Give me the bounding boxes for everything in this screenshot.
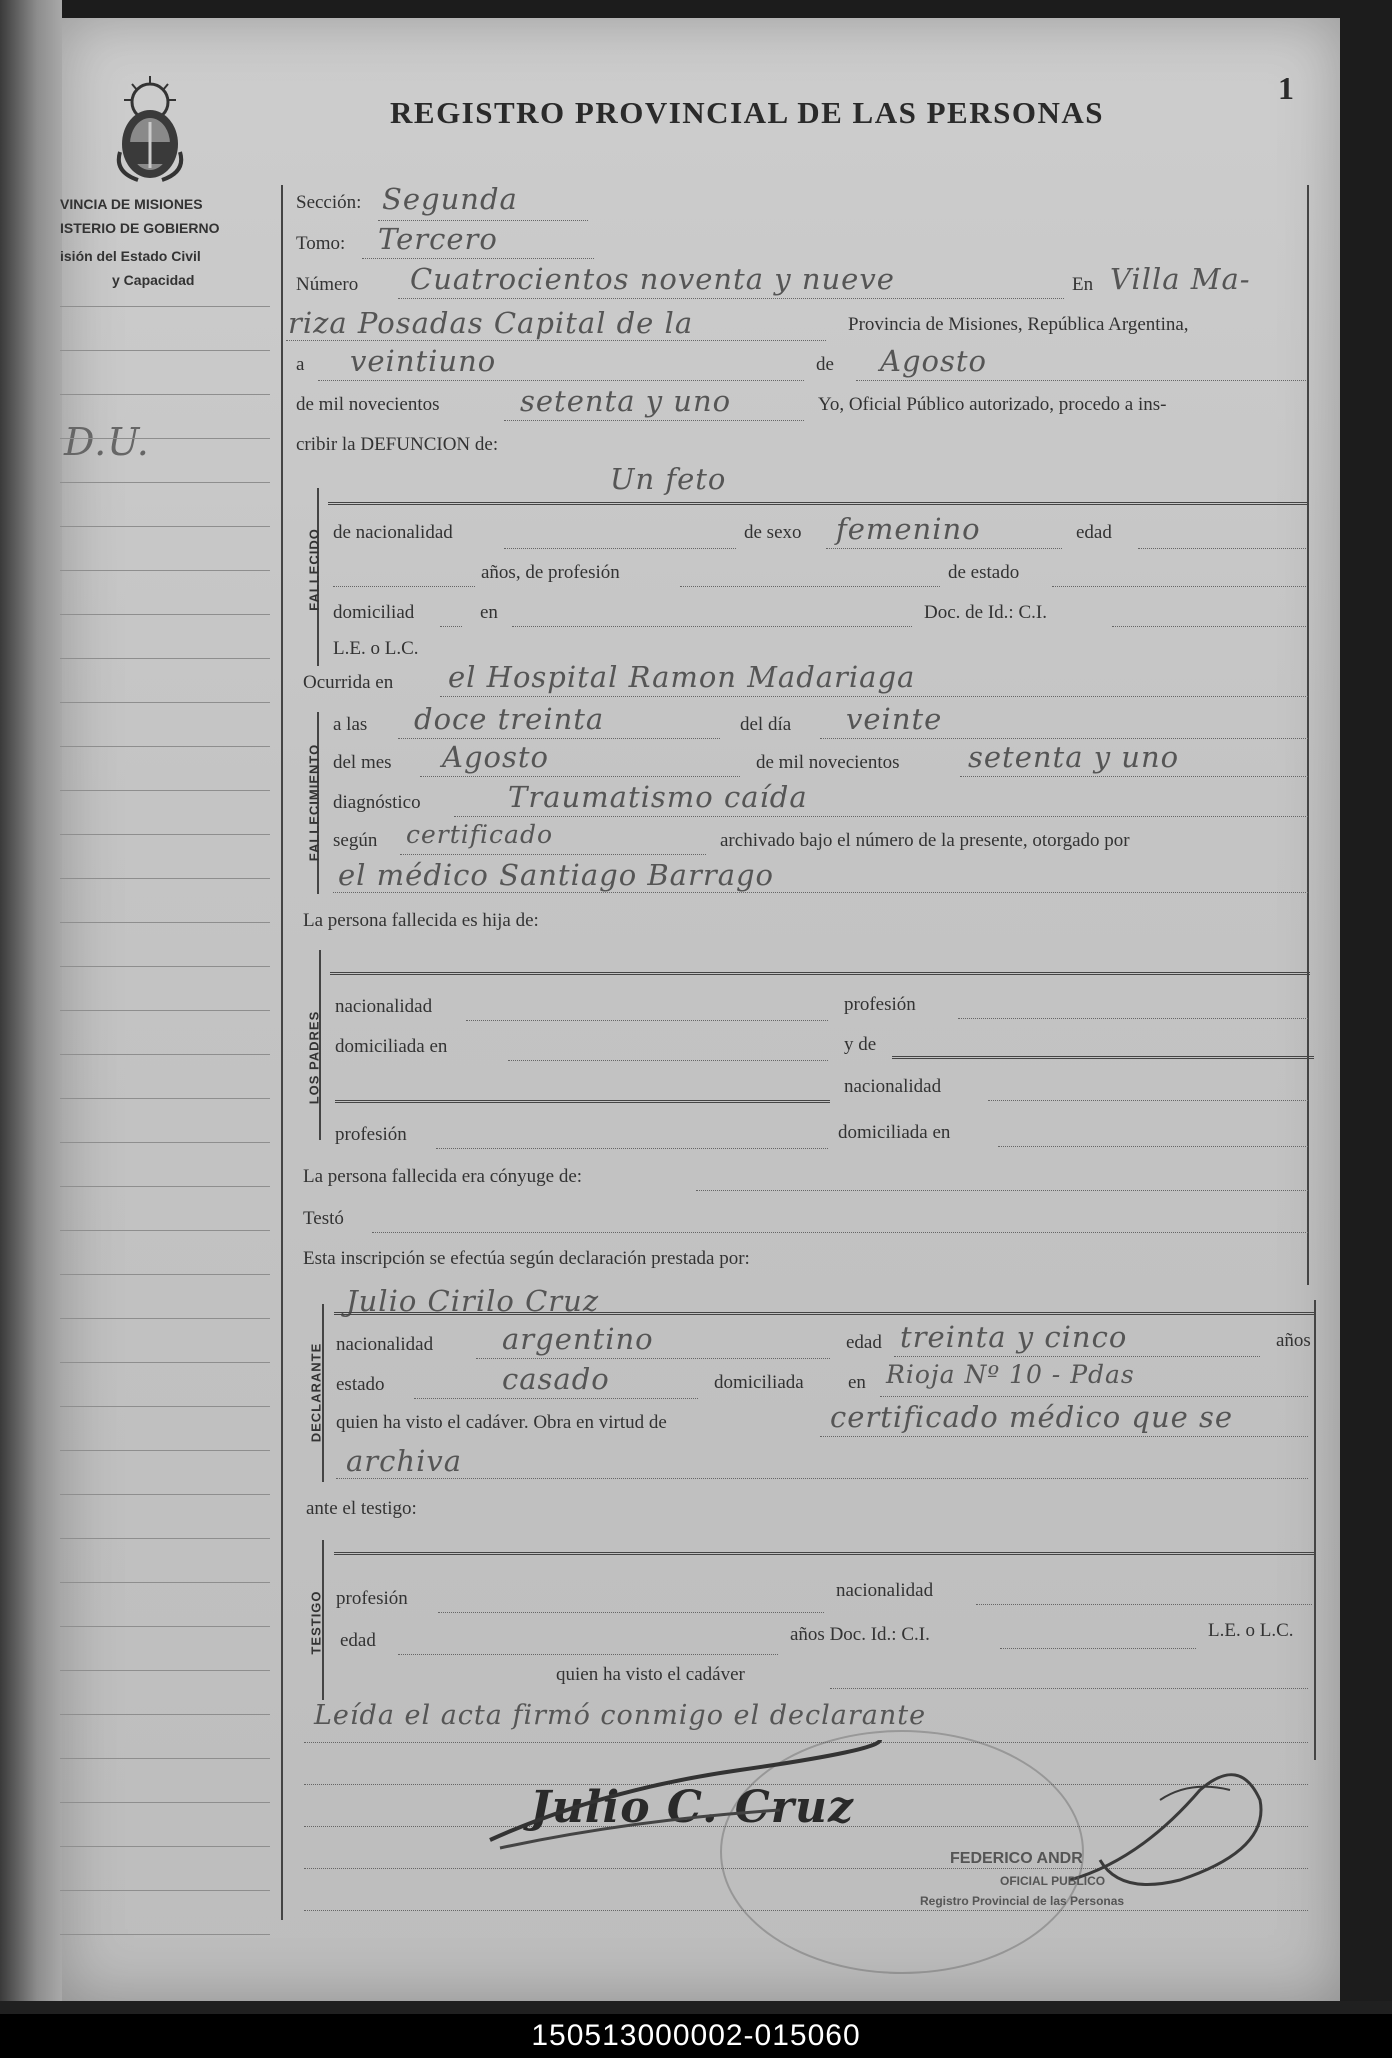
- declarante-domiciliada-label: domiciliada: [714, 1372, 804, 1393]
- provincia-text: Provincia de Misiones, República Argentina,: [848, 314, 1189, 335]
- ledger-line: [60, 306, 270, 307]
- declarante-domicilio-line: [880, 1396, 1308, 1397]
- padres-y-de-label: y de: [844, 1034, 877, 1055]
- declaracion-text: Esta inscripción se efectúa según declaración prestada por:: [303, 1248, 750, 1269]
- ledger-line: [60, 1010, 270, 1011]
- seccion-value: Segunda: [382, 182, 518, 216]
- ledger-line: [60, 702, 270, 703]
- fallecido-nacionalidad-label: de nacionalidad: [333, 522, 453, 543]
- declarante-obra-value-2: archiva: [346, 1444, 463, 1478]
- right-border-lower: [1314, 1300, 1316, 1760]
- hora-line: [398, 738, 720, 739]
- ledger-line: [60, 1626, 270, 1627]
- ledger-line: [60, 790, 270, 791]
- declarante-anos-label: años: [1276, 1330, 1311, 1351]
- testigo-doc-line: [1000, 1648, 1196, 1649]
- agency-line-4: y Capacidad: [112, 272, 195, 288]
- ledger-line: [60, 1670, 270, 1671]
- declarante-obra-value-1: certificado médico que se: [830, 1400, 1234, 1434]
- seccion-label: Sección:: [296, 192, 362, 213]
- ledger-line: [60, 614, 270, 615]
- del-mes-label: del mes: [333, 752, 392, 773]
- leida-value: Leída el acta firmó conmigo el declarante: [314, 1700, 927, 1731]
- declarante-domicilio-value: Rioja Nº 10 - Pdas: [886, 1360, 1135, 1389]
- fallecido-le-label: L.E. o L.C.: [333, 638, 419, 659]
- signature-flourish: [480, 1730, 900, 1860]
- ledger-line: [60, 1494, 270, 1495]
- testigo-nacionalidad-label: nacionalidad: [836, 1580, 934, 1601]
- ledger-line: [60, 1758, 270, 1759]
- declarante-edad-line: [894, 1356, 1260, 1357]
- ledger-line: [60, 1274, 270, 1275]
- seccion-line: [378, 220, 588, 221]
- padres-domiciliada-line: [508, 1060, 828, 1061]
- testo-line: [372, 1232, 1308, 1233]
- padres-nacionalidad2-line: [988, 1100, 1308, 1101]
- tomo-label: Tomo:: [296, 233, 346, 254]
- ledger-line: [60, 1230, 270, 1231]
- fallecido-doc-line: [1112, 626, 1306, 627]
- declarante-name-line: [334, 1312, 1316, 1315]
- ledger-line: [60, 1098, 270, 1099]
- stamp-name: FEDERICO ANDR: [950, 1850, 1083, 1867]
- fallecido-estado-line: [1052, 586, 1306, 587]
- fallecido-sexo-value: femenino: [836, 512, 981, 546]
- del-dia-label: del día: [740, 714, 792, 735]
- fallecido-en-label: en: [480, 602, 498, 623]
- ledger-line: [60, 1318, 270, 1319]
- en-value-2: riza Posadas Capital de la: [288, 306, 694, 340]
- diagnostico-value: Traumatismo caída: [508, 780, 808, 814]
- agency-line-2: ISTERIO DE GOBIERNO: [60, 220, 220, 236]
- testigo-quien-text: quien ha visto el cadáver: [556, 1664, 745, 1685]
- ledger-line: [60, 1186, 270, 1187]
- fallecido-anos-profesion-label: años, de profesión: [481, 562, 620, 583]
- ledger-line: [60, 350, 270, 351]
- ledger-line: [60, 1538, 270, 1539]
- ledger-line: [60, 570, 270, 571]
- ocurrida-value: el Hospital Ramon Madariaga: [448, 660, 916, 694]
- inscribir-text: cribir la DEFUNCION de:: [296, 434, 499, 455]
- declarante-obra-line-1: [820, 1436, 1308, 1437]
- side-label-fallecido: FALLECIDO: [306, 528, 322, 611]
- numero-label: Número: [296, 274, 359, 295]
- ledger-line: [60, 482, 270, 483]
- ocurrida-label: Ocurrida en: [303, 672, 394, 693]
- ledger-line: [60, 1714, 270, 1715]
- declarante-nacionalidad-line: [476, 1358, 830, 1359]
- ledger-line: [60, 966, 270, 967]
- declarante-obra-line-2: [336, 1478, 1308, 1479]
- ledger-line: [60, 526, 270, 527]
- declarante-nacionalidad-value: argentino: [502, 1322, 654, 1356]
- binding-edge: [0, 0, 62, 2010]
- fallecido-edad-label: edad: [1076, 522, 1112, 543]
- day-line: [318, 380, 804, 381]
- fallecido-edad-line: [1138, 548, 1306, 549]
- numero-line: [398, 298, 1064, 299]
- side-label-fallecimiento: FALLECIMIENTO: [306, 743, 322, 862]
- testigo-le-label: L.E. o L.C.: [1208, 1620, 1294, 1641]
- madre-name-line: [892, 1056, 1314, 1059]
- declarante-name-value: Julio Cirilo Cruz: [346, 1284, 600, 1318]
- testigo-anos-doc-label: años Doc. Id.: C.I.: [790, 1624, 930, 1645]
- year-value: setenta y uno: [520, 384, 732, 418]
- fallecido-name-line: [328, 502, 1308, 505]
- segun-line: [400, 854, 706, 855]
- mil-label: de mil novecientos: [756, 752, 900, 773]
- en-label: En: [1072, 274, 1094, 295]
- padres-profesion2-line: [436, 1148, 828, 1149]
- month-value: Agosto: [880, 344, 987, 378]
- side-label-padres: LOS PADRES: [306, 1010, 322, 1105]
- ledger-line: [60, 1406, 270, 1407]
- declarante-estado-label: estado: [336, 1374, 385, 1395]
- testigo-nacionalidad-line: [976, 1604, 1312, 1605]
- mes-value: Agosto: [442, 740, 549, 774]
- fallecido-en-line: [512, 626, 912, 627]
- testigo-extra-line: [830, 1688, 1308, 1689]
- stamp-line-3: Registro Provincial de las Personas: [920, 1894, 1125, 1908]
- fallecido-anos-line: [333, 586, 475, 587]
- document-title: REGISTRO PROVINCIAL DE LAS PERSONAS: [390, 95, 1104, 130]
- diagnostico-label: diagnóstico: [333, 792, 421, 813]
- page-number: 1: [1278, 70, 1294, 106]
- ledger-line: [60, 1054, 270, 1055]
- year-prefix: de mil novecientos: [296, 394, 440, 415]
- anio-line: [960, 776, 1308, 777]
- fallecido-name-value: Un feto: [610, 462, 727, 496]
- padres-profesion2-label: profesión: [335, 1124, 407, 1145]
- tomo-value: Tercero: [378, 222, 498, 256]
- testo-label: Testó: [303, 1208, 344, 1229]
- declarante-estado-line: [414, 1398, 698, 1399]
- padre-name-line: [330, 972, 1310, 975]
- hora-value: doce treinta: [414, 702, 605, 736]
- side-label-testigo: TESTIGO: [308, 1590, 324, 1655]
- segun-value: certificado: [406, 820, 553, 849]
- agency-line-1: VINCIA DE MISIONES: [60, 196, 203, 212]
- testigo-name-line: [334, 1552, 1316, 1555]
- agency-line-3: isión del Estado Civil: [60, 248, 201, 264]
- padres-nacionalidad2-label: nacionalidad: [844, 1076, 942, 1097]
- a-las-label: a las: [333, 714, 368, 735]
- conyuge-text: La persona fallecida era cónyuge de:: [303, 1166, 583, 1187]
- place-line: [286, 340, 826, 341]
- ledger-line: [60, 1362, 270, 1363]
- en-value-1: Villa Ma-: [1110, 262, 1251, 296]
- declarante-quien-text: quien ha visto el cadáver. Obra en virtud de: [336, 1412, 667, 1433]
- side-label-declarante: DECLARANTE: [308, 1342, 324, 1443]
- document-id-footer: 150513000002-015060: [0, 2014, 1392, 2058]
- ledger-line: [60, 878, 270, 879]
- right-border: [1307, 185, 1309, 1285]
- dia-line: [820, 738, 1308, 739]
- month-line: [856, 380, 1306, 381]
- ledger-line: [60, 834, 270, 835]
- tomo-line: [362, 258, 594, 259]
- ledger-line: [60, 1450, 270, 1451]
- ledger-line: [60, 1142, 270, 1143]
- day-value: veintiuno: [350, 344, 497, 378]
- padres-domicilio-line-2: [335, 1100, 830, 1103]
- segun-label: según: [333, 830, 378, 851]
- declarante-edad-label: edad: [846, 1332, 882, 1353]
- dia-value: veinte: [846, 702, 943, 736]
- fallecido-estado-label: de estado: [948, 562, 1020, 583]
- padres-domiciliada-label: domiciliada en: [335, 1036, 448, 1057]
- fallecido-domicilio-label: domiciliad: [333, 602, 415, 623]
- ledger-line: [60, 394, 270, 395]
- padres-profesion-label: profesión: [844, 994, 916, 1015]
- year-line: [504, 420, 804, 421]
- padres-profesion-line: [958, 1018, 1308, 1019]
- declarante-edad-value: treinta y cinco: [900, 1320, 1128, 1354]
- margin-note: D.U.: [64, 420, 150, 464]
- a-label: a: [296, 354, 305, 375]
- fallecido-domicilio-line: [440, 626, 462, 627]
- bottom-edge: [0, 2001, 1392, 2014]
- fallecido-profesion-line: [680, 586, 940, 587]
- declarante-estado-value: casado: [502, 1362, 610, 1396]
- numero-value: Cuatrocientos noventa y nueve: [410, 262, 895, 296]
- padres-domiciliada2-line: [998, 1146, 1308, 1147]
- archivado-text: archivado bajo el número de la presente, otorgado por: [720, 830, 1130, 851]
- fallecido-nacionalidad-line: [504, 548, 736, 549]
- mes-line: [420, 776, 740, 777]
- fallecido-doc-label: Doc. de Id.: C.I.: [924, 602, 1047, 623]
- anio-value: setenta y uno: [968, 740, 1180, 774]
- de-label: de: [816, 354, 834, 375]
- ocurrida-line: [440, 696, 1308, 697]
- ledger-line: [60, 1890, 270, 1891]
- medico-line: [333, 892, 1308, 893]
- margin-divider: [281, 185, 283, 1920]
- ledger-line: [60, 922, 270, 923]
- padres-nacionalidad-label: nacionalidad: [335, 996, 433, 1017]
- fallecido-sexo-label: de sexo: [744, 522, 802, 543]
- declarante-en-label: en: [848, 1372, 866, 1393]
- ledger-line: [60, 658, 270, 659]
- testigo-profesion-line: [438, 1612, 824, 1613]
- conyuge-line: [696, 1190, 1308, 1191]
- medico-value: el médico Santiago Barrago: [338, 858, 775, 892]
- ledger-line: [60, 1802, 270, 1803]
- padres-nacionalidad-line: [466, 1020, 828, 1021]
- hija-text: La persona fallecida es hija de:: [303, 910, 539, 931]
- testigo-profesion-label: profesión: [336, 1588, 408, 1609]
- testigo-edad-label: edad: [340, 1630, 376, 1651]
- fallecido-sexo-line: [826, 548, 1062, 549]
- ledger-line: [60, 1582, 270, 1583]
- testigo-edad-line: [398, 1654, 778, 1655]
- ledger-line: [60, 1934, 270, 1935]
- argentina-coat-of-arms-icon: [108, 72, 192, 184]
- stamp-line-2: OFICIAL PUBLICO: [1000, 1874, 1106, 1888]
- officer-text: Yo, Oficial Público autorizado, procedo a ins-: [818, 394, 1167, 415]
- ledger-line: [60, 1846, 270, 1847]
- ledger-line: [60, 746, 270, 747]
- declarante-nacionalidad-label: nacionalidad: [336, 1334, 434, 1355]
- diagnostico-line: [454, 816, 1308, 817]
- ledger-line: [60, 438, 270, 439]
- ante-text: ante el testigo:: [306, 1498, 417, 1519]
- declarante-signature: Julio C. Cruz: [530, 1782, 854, 1833]
- padres-domiciliada2-label: domiciliada en: [838, 1122, 951, 1143]
